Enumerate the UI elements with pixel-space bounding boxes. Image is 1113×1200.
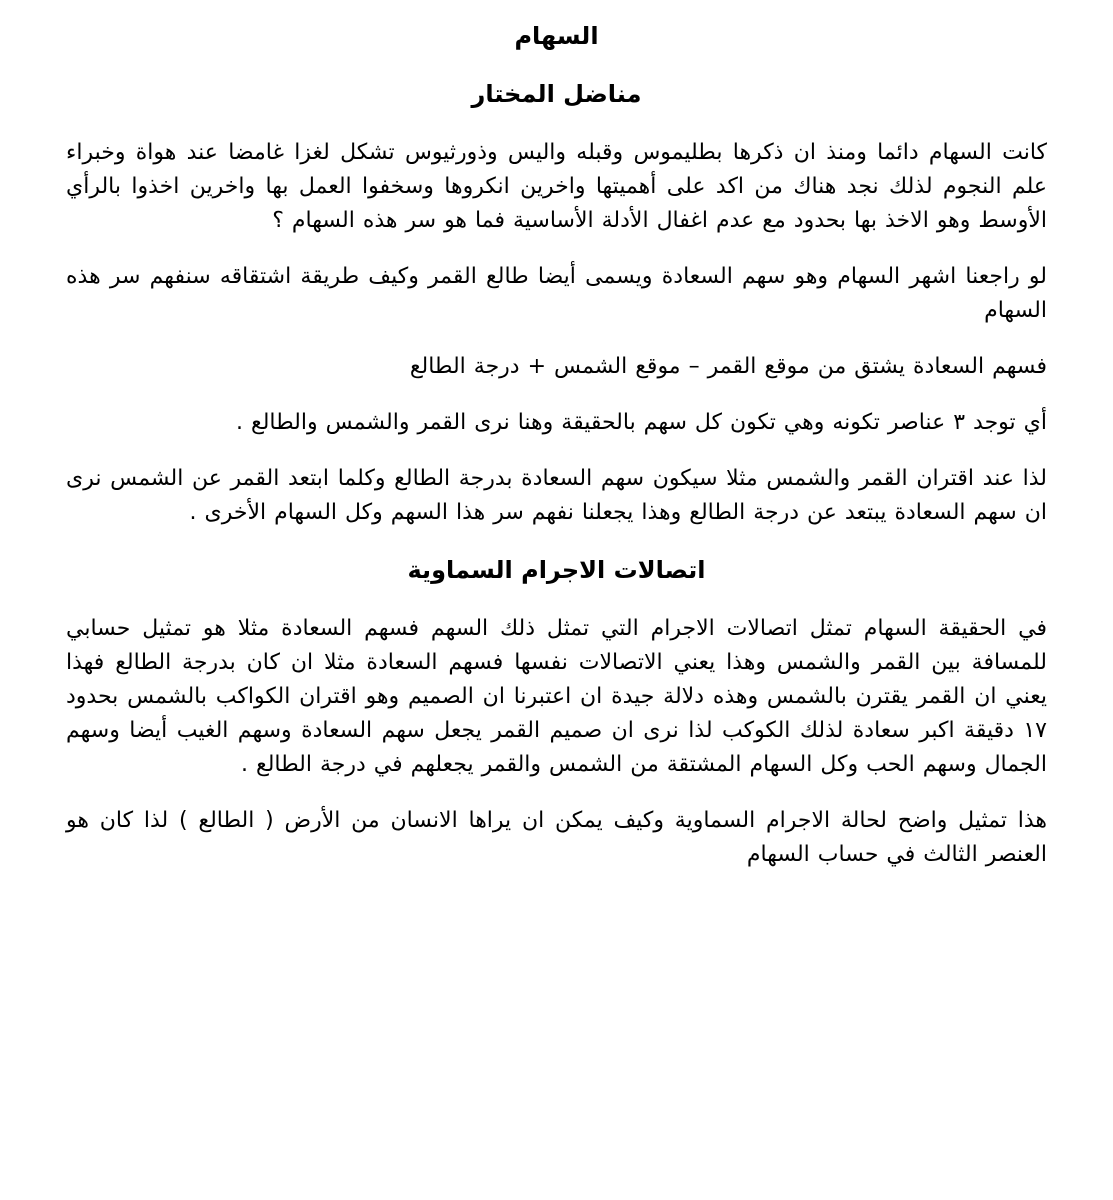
paragraph-celestial-aspects: في الحقيقة السهام تمثل اتصالات الاجرام التي تمثل ذلك السهم فسهم السعادة مثلا هو تمثيل حسابي للمسافة بين القمر والشمس وهذا يعني الاتصالات نفسها فسهم السعادة مثلا ان كان بدرجة الطالع فهذا يعني ان القمر يقترن بالشمس وهذه دلالة جيدة ان اعتبرنا ان الصميم وهو اقتران الكواكب بالشمس بحدود ١٧ دقيقة اكبر سعادة لذلك الكوكب لذا نرى ان صميم القمر يجعل سهم السعادة وسهم الغيب أيضا وسهم الجمال وسهم الحب وكل السهام المشتقة من الشمس والقمر يجعلهم في درجة الطالع . [66,616,1047,777]
author-name: مناضل المختار [471,80,642,108]
paragraph-ascendant-role: هذا تمثيل واضح لحالة الاجرام السماوية وكيف يمكن ان يراها الانسان من الأرض ( الطالع ) لذا كان هو العنصر الثالث في حساب السهام [66,808,1047,867]
paragraph-three-elements: أي توجد ٣ عناصر تكونه وهي تكون كل سهم بالحقيقة وهنا نرى القمر والشمس والطالع . [236,410,1047,435]
paragraph-arrows-mystery: كانت السهام دائما ومنذ ان ذكرها بطليموس وقبله واليس وذورثيوس تشكل لغزا غامضا عند هواة وخبراء علم النجوم لذلك نجد هناك من اكد على أهميتها واخرين انكروها وسخفوا العمل بها واخرين اخذوا بالرأي الأوسط وهو الاخذ بها بحدود مع عدم اغفال الأدلة الأساسية فما هو سر هذه السهام ؟ [66,140,1047,233]
paragraph-fortune-arrow: لو راجعنا اشهر السهام وهو سهم السعادة ويسمى أيضا طالع القمر وكيف طريقة اشتقاقه سنفهم سر هذه السهام [66,264,1047,323]
section-heading: اتصالات الاجرام السماوية [407,556,706,584]
paragraph-fortune-formula: فسهم السعادة يشتق من موقع القمر – موقع الشمس + درجة الطالع [409,354,1047,379]
document-title: السهام [514,22,599,50]
paragraph-conjunction: لذا عند اقتران القمر والشمس مثلا سيكون سهم السعادة بدرجة الطالع وكلما ابتعد القمر عن الشمس نرى ان سهم السعادة يبتعد عن درجة الطالع وهذا يجعلنا نفهم سر هذا السهم وكل السهام الأخرى . [66,466,1047,525]
